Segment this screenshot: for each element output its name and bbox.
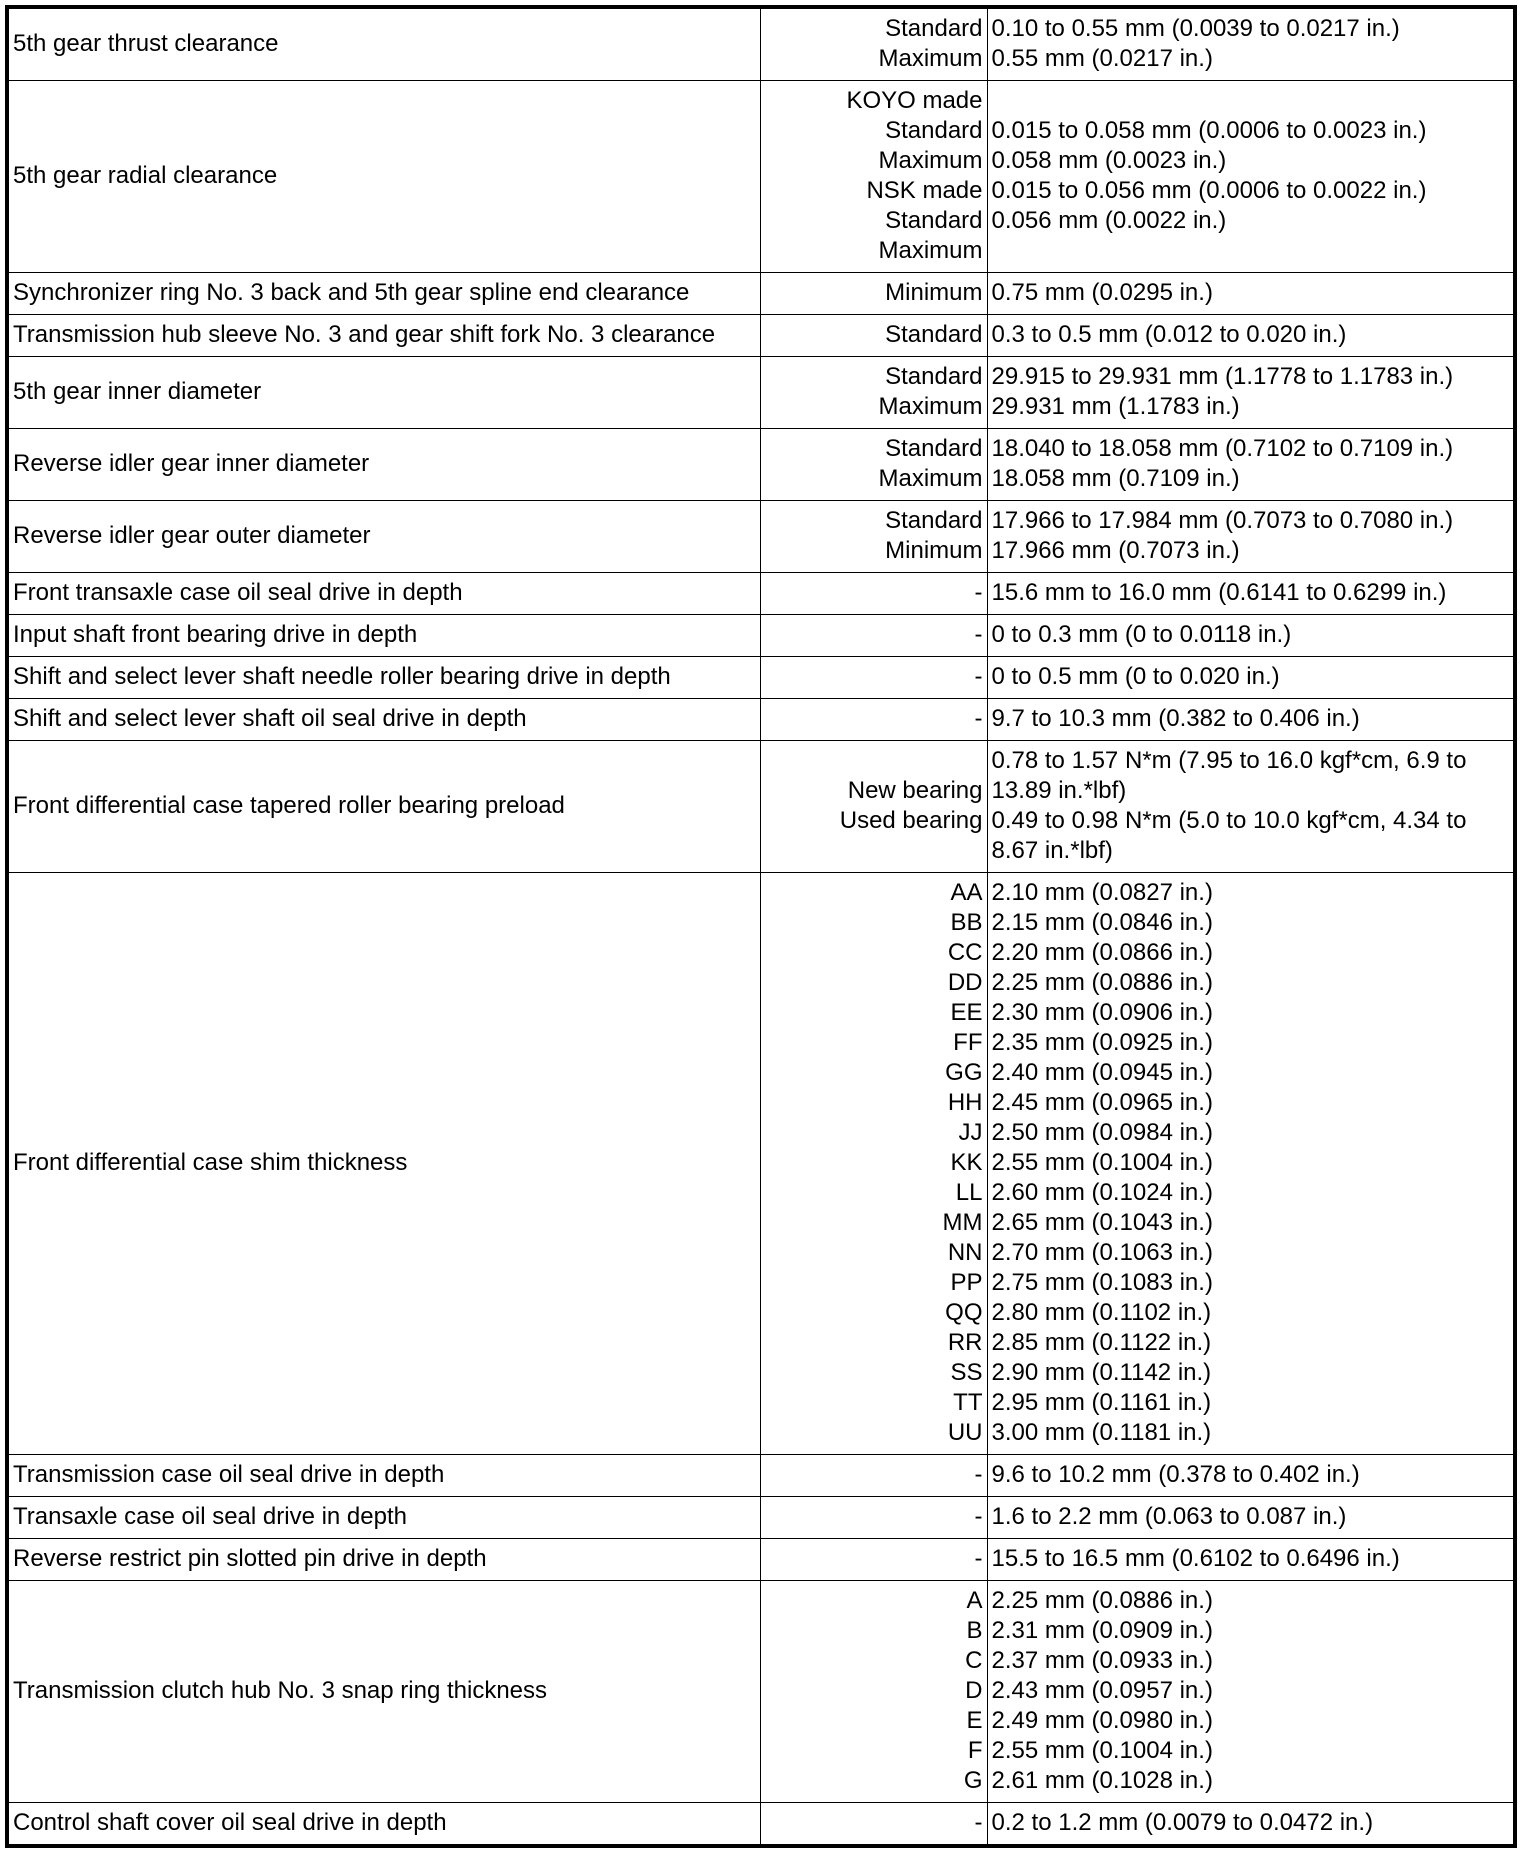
condition-label: PP <box>950 1269 983 1296</box>
spec-value: 0.015 to 0.056 mm (0.0006 to 0.0022 in.) <box>991 177 1427 204</box>
condition-cell <box>760 315 987 357</box>
condition-label: AA <box>950 879 983 906</box>
condition-label: Maximum <box>878 45 983 72</box>
condition-cell <box>760 429 987 501</box>
condition-cell <box>760 699 987 741</box>
value-cell <box>987 357 1515 429</box>
condition-label: KOYO made <box>846 87 983 114</box>
condition-cell <box>760 573 987 615</box>
table-row <box>7 1803 1515 1847</box>
spec-value: 0.2 to 1.2 mm (0.0079 to 0.0472 in.) <box>991 1809 1374 1836</box>
spec-value: 2.65 mm (0.1043 in.) <box>991 1209 1213 1236</box>
value-cell <box>987 1581 1515 1803</box>
spec-value: 2.61 mm (0.1028 in.) <box>991 1767 1213 1794</box>
condition-label: SS <box>950 1359 983 1386</box>
spec-value: 2.70 mm (0.1063 in.) <box>991 1239 1213 1266</box>
condition-cell <box>760 357 987 429</box>
spec-value: 17.966 mm (0.7073 in.) <box>991 537 1240 564</box>
value-cell <box>987 741 1515 873</box>
spec-value: 0.056 mm (0.0022 in.) <box>991 207 1227 234</box>
table-row <box>7 1581 1515 1803</box>
condition-label <box>765 836 983 866</box>
spec-value: 9.7 to 10.3 mm (0.382 to 0.406 in.) <box>991 705 1360 732</box>
table-row <box>7 657 1515 699</box>
condition-cell <box>760 1497 987 1539</box>
spec-value <box>992 86 1510 116</box>
spec-value: 0 to 0.3 mm (0 to 0.0118 in.) <box>991 621 1292 648</box>
condition-label: NSK made <box>866 177 983 204</box>
value-cell <box>987 615 1515 657</box>
condition-label: TT <box>953 1389 983 1416</box>
spec-value: 15.6 mm to 16.0 mm (0.6141 to 0.6299 in.) <box>991 579 1447 606</box>
spec-value: 2.55 mm (0.1004 in.) <box>991 1149 1213 1176</box>
spec-value: 18.040 to 18.058 mm (0.7102 to 0.7109 in.) <box>991 435 1454 462</box>
item-name-cell: 5th gear inner diameter <box>7 357 760 429</box>
condition-label: MM <box>942 1209 983 1236</box>
condition-cell <box>760 273 987 315</box>
spec-value: 29.931 mm (1.1783 in.) <box>991 393 1240 420</box>
specification-table <box>5 5 1517 1848</box>
table-row <box>7 699 1515 741</box>
spec-value: 2.75 mm (0.1083 in.) <box>991 1269 1213 1296</box>
spec-value: 2.43 mm (0.0957 in.) <box>991 1677 1213 1704</box>
item-name-cell: Front differential case tapered roller bearing preload <box>7 741 760 873</box>
item-name-cell: 5th gear radial clearance <box>7 81 760 273</box>
item-name-cell: Reverse idler gear inner diameter <box>7 429 760 501</box>
condition-label: JJ <box>958 1119 983 1146</box>
specification-table-body <box>7 7 1515 1846</box>
condition-cell <box>760 741 987 873</box>
condition-label: C <box>965 1647 983 1674</box>
spec-value: 0.75 mm (0.0295 in.) <box>991 279 1213 306</box>
condition-label <box>765 746 983 776</box>
condition-label: Standard <box>885 117 983 144</box>
condition-label: NN <box>947 1239 983 1266</box>
item-name-cell: Reverse restrict pin slotted pin drive in depth <box>7 1539 760 1581</box>
condition-label: A <box>966 1587 983 1614</box>
value-cell <box>987 273 1515 315</box>
spec-value: 2.90 mm (0.1142 in.) <box>991 1359 1212 1386</box>
item-name-cell: 5th gear thrust clearance <box>7 7 760 81</box>
condition-cell <box>760 1539 987 1581</box>
condition-label: New bearing <box>847 777 983 804</box>
condition-label: BB <box>950 909 983 936</box>
spec-value: 9.6 to 10.2 mm (0.378 to 0.402 in.) <box>991 1461 1360 1488</box>
condition-label: Standard <box>885 207 983 234</box>
table-row <box>7 1539 1515 1581</box>
condition-label: FF <box>953 1029 983 1056</box>
item-name-cell: Control shaft cover oil seal drive in depth <box>7 1803 760 1847</box>
spec-value: 2.20 mm (0.0866 in.) <box>991 939 1213 966</box>
value-cell <box>987 1539 1515 1581</box>
spec-value: 0.10 to 0.55 mm (0.0039 to 0.0217 in.) <box>991 15 1400 42</box>
condition-label: Maximum <box>878 393 983 420</box>
spec-value: 2.30 mm (0.0906 in.) <box>991 999 1213 1026</box>
item-name-cell: Transmission case oil seal drive in depth <box>7 1455 760 1497</box>
table-row <box>7 429 1515 501</box>
condition-label: - <box>974 1461 983 1488</box>
value-cell <box>987 429 1515 501</box>
condition-label: RR <box>947 1329 983 1356</box>
spec-value: 0 to 0.5 mm (0 to 0.020 in.) <box>991 663 1280 690</box>
value-cell <box>987 501 1515 573</box>
item-name-cell: Synchronizer ring No. 3 back and 5th gear spline end clearance <box>7 273 760 315</box>
condition-label: Minimum <box>885 279 983 306</box>
item-name-cell: Shift and select lever shaft oil seal drive in depth <box>7 699 760 741</box>
condition-label: CC <box>947 939 983 966</box>
condition-label: - <box>974 621 983 648</box>
condition-label: Standard <box>885 363 983 390</box>
spec-value: 2.31 mm (0.0909 in.) <box>991 1617 1213 1644</box>
condition-label: KK <box>950 1149 983 1176</box>
condition-label: EE <box>950 999 983 1026</box>
item-name-cell: Shift and select lever shaft needle roller bearing drive in depth <box>7 657 760 699</box>
condition-label: B <box>966 1617 983 1644</box>
spec-value: 2.25 mm (0.0886 in.) <box>991 1587 1213 1614</box>
condition-cell <box>760 81 987 273</box>
value-cell <box>987 315 1515 357</box>
condition-cell <box>760 501 987 573</box>
table-row <box>7 1497 1515 1539</box>
item-name-cell: Reverse idler gear outer diameter <box>7 501 760 573</box>
value-cell <box>987 7 1515 81</box>
condition-label: G <box>963 1767 983 1794</box>
condition-label: QQ <box>945 1299 983 1326</box>
condition-label: LL <box>955 1179 983 1206</box>
condition-label: - <box>974 579 983 606</box>
spec-value: 3.00 mm (0.1181 in.) <box>991 1419 1212 1446</box>
condition-label: Minimum <box>885 537 983 564</box>
value-cell <box>987 699 1515 741</box>
condition-cell <box>760 873 987 1455</box>
value-cell <box>987 1803 1515 1847</box>
spec-value: 0.015 to 0.058 mm (0.0006 to 0.0023 in.) <box>991 117 1427 144</box>
table-row <box>7 615 1515 657</box>
spec-value: 2.25 mm (0.0886 in.) <box>991 969 1213 996</box>
table-row <box>7 1455 1515 1497</box>
condition-label: E <box>966 1707 983 1734</box>
condition-label: - <box>974 663 983 690</box>
item-name-cell: Transaxle case oil seal drive in depth <box>7 1497 760 1539</box>
value-cell <box>987 81 1515 273</box>
condition-label: D <box>965 1677 983 1704</box>
spec-value: 2.50 mm (0.0984 in.) <box>991 1119 1213 1146</box>
condition-label: GG <box>945 1059 983 1086</box>
condition-label: DD <box>947 969 983 996</box>
value-cell <box>987 1455 1515 1497</box>
condition-cell <box>760 1455 987 1497</box>
spec-value: 2.37 mm (0.0933 in.) <box>991 1647 1213 1674</box>
spec-value: 0.55 mm (0.0217 in.) <box>991 45 1213 72</box>
item-name-cell: Front differential case shim thickness <box>7 873 760 1455</box>
condition-label: F <box>967 1737 983 1764</box>
table-row <box>7 573 1515 615</box>
spec-value: 0.058 mm (0.0023 in.) <box>991 147 1227 174</box>
value-cell <box>987 873 1515 1455</box>
spec-value <box>992 236 1510 266</box>
spec-value: 2.55 mm (0.1004 in.) <box>991 1737 1213 1764</box>
spec-value: 0.3 to 0.5 mm (0.012 to 0.020 in.) <box>991 321 1347 348</box>
condition-label: Maximum <box>878 465 983 492</box>
spec-value: 2.60 mm (0.1024 in.) <box>991 1179 1213 1206</box>
condition-label: HH <box>947 1089 983 1116</box>
condition-cell <box>760 7 987 81</box>
spec-value: 29.915 to 29.931 mm (1.1778 to 1.1783 in.) <box>991 363 1454 390</box>
spec-value: 2.85 mm (0.1122 in.) <box>991 1329 1212 1356</box>
condition-label: - <box>974 1545 983 1572</box>
condition-cell <box>760 1581 987 1803</box>
table-row <box>7 273 1515 315</box>
condition-label: - <box>974 1809 983 1836</box>
condition-label: Used bearing <box>839 807 983 834</box>
condition-label: Standard <box>885 15 983 42</box>
condition-label: UU <box>947 1419 983 1446</box>
condition-label: Maximum <box>878 147 983 174</box>
table-row <box>7 357 1515 429</box>
condition-label: Standard <box>885 507 983 534</box>
item-name-cell: Front transaxle case oil seal drive in depth <box>7 573 760 615</box>
condition-cell <box>760 615 987 657</box>
table-row <box>7 81 1515 273</box>
item-name-cell: Transmission hub sleeve No. 3 and gear shift fork No. 3 clearance <box>7 315 760 357</box>
spec-value: 2.35 mm (0.0925 in.) <box>991 1029 1213 1056</box>
table-row <box>7 501 1515 573</box>
value-cell <box>987 1497 1515 1539</box>
spec-value: 0.78 to 1.57 N*m (7.95 to 16.0 kgf*cm, 6.9 to 13.89 in.*lbf) <box>991 747 1467 804</box>
condition-label: Maximum <box>878 237 983 264</box>
condition-label: Standard <box>885 321 983 348</box>
table-row <box>7 315 1515 357</box>
table-row <box>7 873 1515 1455</box>
spec-value: 2.40 mm (0.0945 in.) <box>991 1059 1213 1086</box>
value-cell <box>987 657 1515 699</box>
condition-cell <box>760 657 987 699</box>
table-row <box>7 7 1515 81</box>
spec-value: 0.49 to 0.98 N*m (5.0 to 10.0 kgf*cm, 4.34 to 8.67 in.*lbf) <box>991 807 1467 864</box>
item-name-cell: Transmission clutch hub No. 3 snap ring thickness <box>7 1581 760 1803</box>
spec-value: 2.95 mm (0.1161 in.) <box>991 1389 1212 1416</box>
condition-label: Standard <box>885 435 983 462</box>
value-cell <box>987 573 1515 615</box>
spec-value: 2.49 mm (0.0980 in.) <box>991 1707 1213 1734</box>
spec-value: 15.5 to 16.5 mm (0.6102 to 0.6496 in.) <box>991 1545 1400 1572</box>
spec-value: 2.80 mm (0.1102 in.) <box>991 1299 1212 1326</box>
condition-label: - <box>974 705 983 732</box>
condition-cell <box>760 1803 987 1847</box>
spec-value: 2.10 mm (0.0827 in.) <box>991 879 1213 906</box>
condition-label: - <box>974 1503 983 1530</box>
spec-value: 17.966 to 17.984 mm (0.7073 to 0.7080 in.) <box>991 507 1454 534</box>
spec-value: 2.45 mm (0.0965 in.) <box>991 1089 1213 1116</box>
spec-value: 1.6 to 2.2 mm (0.063 to 0.087 in.) <box>991 1503 1347 1530</box>
item-name-cell: Input shaft front bearing drive in depth <box>7 615 760 657</box>
spec-value: 2.15 mm (0.0846 in.) <box>991 909 1213 936</box>
table-row <box>7 741 1515 873</box>
spec-value: 18.058 mm (0.7109 in.) <box>991 465 1240 492</box>
